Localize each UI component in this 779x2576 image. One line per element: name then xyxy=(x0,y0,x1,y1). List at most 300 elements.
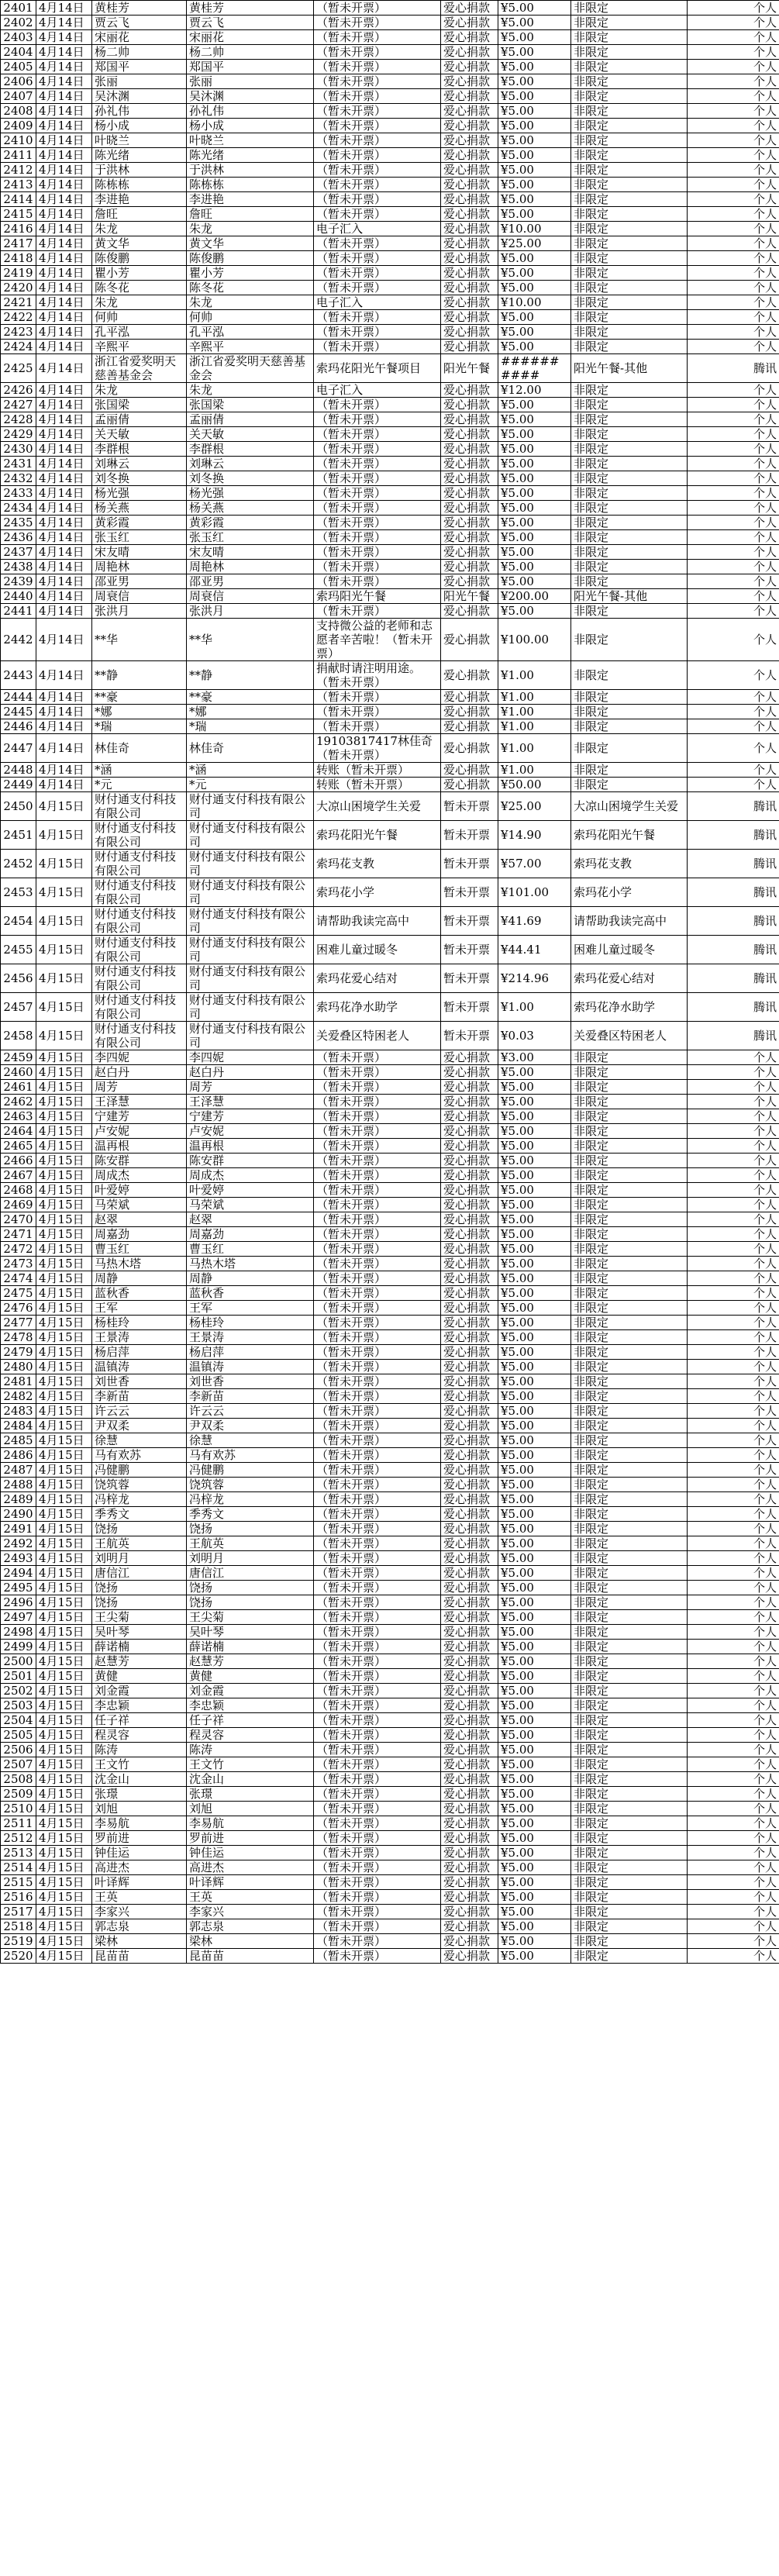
row-number-cell: 2446 xyxy=(1,719,36,734)
note-cell: （暂未开票） xyxy=(314,486,441,501)
row-number-cell: 2467 xyxy=(1,1168,36,1183)
donor-name-cell: 李进艳 xyxy=(92,192,187,207)
restriction-cell: 非限定 xyxy=(571,1242,688,1257)
donor-name-cell: 李四妮 xyxy=(92,1050,187,1065)
restriction-cell: 非限定 xyxy=(571,1949,688,1964)
donor-name-cell: 马有欢苏 xyxy=(92,1448,187,1463)
category-cell: 爱心捐款 xyxy=(441,1949,498,1964)
table-row xyxy=(1,1478,779,1492)
amount-cell: ¥5.00 xyxy=(498,1301,571,1316)
row-number-cell: 2426 xyxy=(1,383,36,398)
note-cell: （暂未开票） xyxy=(314,1566,441,1581)
row-number-cell: 2412 xyxy=(1,163,36,178)
category-cell: 爱心捐款 xyxy=(441,1654,498,1669)
restriction-cell: 非限定 xyxy=(571,1875,688,1890)
table-row xyxy=(1,850,779,878)
restriction-cell: 非限定 xyxy=(571,661,688,690)
date-cell: 4月14日 xyxy=(36,104,92,119)
row-number-cell: 2481 xyxy=(1,1374,36,1389)
note-cell: （暂未开票） xyxy=(314,1374,441,1389)
row-number-cell: 2487 xyxy=(1,1463,36,1478)
table-row xyxy=(1,427,779,442)
row-number-cell: 2480 xyxy=(1,1360,36,1374)
note-cell: （暂未开票） xyxy=(314,1419,441,1433)
donor-type-cell: 腾讯 xyxy=(688,936,779,964)
donor-name-cell: 孔平泓 xyxy=(92,325,187,340)
payer-name-cell: 于洪林 xyxy=(187,163,314,178)
date-cell: 4月14日 xyxy=(36,705,92,719)
restriction-cell: 非限定 xyxy=(571,1257,688,1271)
donor-name-cell: 钟佳运 xyxy=(92,1846,187,1860)
donor-type-cell: 个人 xyxy=(688,163,779,178)
donor-name-cell: 浙江省爱奖明天慈善基金会 xyxy=(92,354,187,383)
payer-name-cell: 赵慧芳 xyxy=(187,1654,314,1669)
note-cell: （暂未开票） xyxy=(314,119,441,133)
note-cell: （暂未开票） xyxy=(314,1802,441,1816)
restriction-cell: 非限定 xyxy=(571,705,688,719)
donor-type-cell: 腾讯 xyxy=(688,850,779,878)
note-cell: （暂未开票） xyxy=(314,1625,441,1640)
row-number-cell: 2417 xyxy=(1,236,36,251)
row-number-cell: 2402 xyxy=(1,16,36,30)
date-cell: 4月14日 xyxy=(36,516,92,530)
row-number-cell: 2445 xyxy=(1,705,36,719)
table-row xyxy=(1,1463,779,1478)
table-row xyxy=(1,1448,779,1463)
date-cell: 4月14日 xyxy=(36,16,92,30)
table-row xyxy=(1,501,779,516)
donor-type-cell: 个人 xyxy=(688,1330,779,1345)
donor-name-cell: 昆苗苗 xyxy=(92,1949,187,1964)
note-cell: （暂未开票） xyxy=(314,1831,441,1846)
note-cell: （暂未开票） xyxy=(314,207,441,222)
category-cell: 爱心捐款 xyxy=(441,1919,498,1934)
row-number-cell: 2511 xyxy=(1,1816,36,1831)
table-row xyxy=(1,1522,779,1536)
donor-name-cell: 罗前进 xyxy=(92,1831,187,1846)
row-number-cell: 2520 xyxy=(1,1949,36,1964)
table-row xyxy=(1,619,779,661)
restriction-cell: 非限定 xyxy=(571,325,688,340)
note-cell: （暂未开票） xyxy=(314,1,441,16)
amount-cell: ¥5.00 xyxy=(498,545,571,560)
row-number-cell: 2504 xyxy=(1,1713,36,1728)
donor-name-cell: *瑞 xyxy=(92,719,187,734)
row-number-cell: 2434 xyxy=(1,501,36,516)
table-row xyxy=(1,1433,779,1448)
payer-name-cell: **豪 xyxy=(187,690,314,705)
donor-name-cell: 李忠颖 xyxy=(92,1698,187,1713)
category-cell: 爱心捐款 xyxy=(441,471,498,486)
donor-name-cell: 李新苗 xyxy=(92,1389,187,1404)
note-cell: （暂未开票） xyxy=(314,1905,441,1919)
amount-cell: ¥5.00 xyxy=(498,398,571,412)
payer-name-cell: 孙礼伟 xyxy=(187,104,314,119)
note-cell: （暂未开票） xyxy=(314,133,441,148)
date-cell: 4月15日 xyxy=(36,1286,92,1301)
note-cell: （暂未开票） xyxy=(314,60,441,74)
date-cell: 4月15日 xyxy=(36,1919,92,1934)
category-cell: 爱心捐款 xyxy=(441,1875,498,1890)
category-cell: 暂未开票 xyxy=(441,878,498,907)
table-row xyxy=(1,486,779,501)
payer-name-cell: 王泽慧 xyxy=(187,1095,314,1109)
donor-name-cell: 张国梁 xyxy=(92,398,187,412)
row-number-cell: 2465 xyxy=(1,1139,36,1154)
payer-name-cell: 朱龙 xyxy=(187,383,314,398)
row-number-cell: 2414 xyxy=(1,192,36,207)
donor-type-cell: 个人 xyxy=(688,1168,779,1183)
donor-type-cell: 个人 xyxy=(688,295,779,310)
donor-name-cell: 宋友晴 xyxy=(92,545,187,560)
row-number-cell: 2439 xyxy=(1,574,36,589)
donor-type-cell: 个人 xyxy=(688,1478,779,1492)
note-cell: （暂未开票） xyxy=(314,281,441,295)
donor-name-cell: 陈涛 xyxy=(92,1743,187,1757)
restriction-cell: 非限定 xyxy=(571,1168,688,1183)
row-number-cell: 2431 xyxy=(1,457,36,471)
donor-type-cell: 腾讯 xyxy=(688,993,779,1022)
table-row xyxy=(1,1846,779,1860)
table-row xyxy=(1,30,779,45)
row-number-cell: 2519 xyxy=(1,1934,36,1949)
amount-cell: ¥5.00 xyxy=(498,471,571,486)
table-row xyxy=(1,560,779,574)
note-cell: （暂未开票） xyxy=(314,74,441,89)
date-cell: 4月15日 xyxy=(36,1743,92,1757)
donor-type-cell: 个人 xyxy=(688,1522,779,1536)
amount-cell: ¥100.00 xyxy=(498,619,571,661)
date-cell: 4月15日 xyxy=(36,1316,92,1330)
table-row xyxy=(1,604,779,619)
date-cell: 4月15日 xyxy=(36,1389,92,1404)
note-cell: 索玛花净水助学 xyxy=(314,993,441,1022)
payer-name-cell: 黄健 xyxy=(187,1669,314,1684)
donor-name-cell: 李易航 xyxy=(92,1816,187,1831)
donor-name-cell: 贾云飞 xyxy=(92,16,187,30)
donor-name-cell: 杨桂玲 xyxy=(92,1316,187,1330)
row-number-cell: 2477 xyxy=(1,1316,36,1330)
donor-name-cell: 周静 xyxy=(92,1271,187,1286)
amount-cell: ¥5.00 xyxy=(498,340,571,354)
note-cell: （暂未开票） xyxy=(314,1919,441,1934)
restriction-cell: 非限定 xyxy=(571,1124,688,1139)
category-cell: 爱心捐款 xyxy=(441,1566,498,1581)
donor-name-cell: 杨二帅 xyxy=(92,45,187,60)
donor-name-cell: 曹玉红 xyxy=(92,1242,187,1257)
payer-name-cell: 周艳林 xyxy=(187,560,314,574)
payer-name-cell: 卢安妮 xyxy=(187,1124,314,1139)
donor-name-cell: 陈俊鹏 xyxy=(92,251,187,266)
payer-name-cell: 浙江省爱奖明天慈善基金会 xyxy=(187,354,314,383)
donor-type-cell: 个人 xyxy=(688,1536,779,1551)
amount-cell: ¥5.00 xyxy=(498,1286,571,1301)
category-cell: 暂未开票 xyxy=(441,907,498,936)
amount-cell: ¥5.00 xyxy=(498,1080,571,1095)
payer-name-cell: 财付通支付科技有限公司 xyxy=(187,907,314,936)
note-cell: （暂未开票） xyxy=(314,412,441,427)
date-cell: 4月15日 xyxy=(36,1905,92,1919)
donor-name-cell: 饶扬 xyxy=(92,1595,187,1610)
amount-cell: ¥5.00 xyxy=(498,1640,571,1654)
payer-name-cell: 温再根 xyxy=(187,1139,314,1154)
restriction-cell: 非限定 xyxy=(571,133,688,148)
amount-cell: ¥5.00 xyxy=(498,1831,571,1846)
payer-name-cell: 尹双柔 xyxy=(187,1419,314,1433)
donor-name-cell: 唐信江 xyxy=(92,1566,187,1581)
date-cell: 4月14日 xyxy=(36,163,92,178)
row-number-cell: 2469 xyxy=(1,1198,36,1212)
table-row xyxy=(1,936,779,964)
table-row xyxy=(1,60,779,74)
restriction-cell: 非限定 xyxy=(571,1198,688,1212)
donor-type-cell: 个人 xyxy=(688,1698,779,1713)
category-cell: 爱心捐款 xyxy=(441,457,498,471)
date-cell: 4月14日 xyxy=(36,133,92,148)
amount-cell: ¥5.00 xyxy=(498,1595,571,1610)
donor-type-cell: 个人 xyxy=(688,486,779,501)
category-cell: 爱心捐款 xyxy=(441,705,498,719)
table-row xyxy=(1,1022,779,1050)
payer-name-cell: 财付通支付科技有限公司 xyxy=(187,792,314,821)
date-cell: 4月14日 xyxy=(36,74,92,89)
restriction-cell: 非限定 xyxy=(571,1640,688,1654)
donor-type-cell: 个人 xyxy=(688,30,779,45)
note-cell: （暂未开票） xyxy=(314,1448,441,1463)
date-cell: 4月15日 xyxy=(36,1654,92,1669)
amount-cell: ¥57.00 xyxy=(498,850,571,878)
donor-name-cell: 温镇涛 xyxy=(92,1360,187,1374)
restriction-cell: 非限定 xyxy=(571,471,688,486)
table-row xyxy=(1,1345,779,1360)
payer-name-cell: 蓝秋香 xyxy=(187,1286,314,1301)
donor-type-cell: 个人 xyxy=(688,560,779,574)
donor-type-cell: 个人 xyxy=(688,1286,779,1301)
donor-name-cell: 刘金霞 xyxy=(92,1684,187,1698)
restriction-cell: 非限定 xyxy=(571,1448,688,1463)
amount-cell: ¥25.00 xyxy=(498,792,571,821)
donor-type-cell: 个人 xyxy=(688,1743,779,1757)
donor-type-cell: 个人 xyxy=(688,89,779,104)
restriction-cell: 非限定 xyxy=(571,1934,688,1949)
donor-type-cell: 个人 xyxy=(688,778,779,792)
note-cell: （暂未开票） xyxy=(314,1536,441,1551)
amount-cell: ¥5.00 xyxy=(498,1551,571,1566)
donor-type-cell: 个人 xyxy=(688,1949,779,1964)
table-row xyxy=(1,705,779,719)
donor-type-cell: 个人 xyxy=(688,1507,779,1522)
donor-type-cell: 个人 xyxy=(688,1684,779,1698)
amount-cell: ¥5.00 xyxy=(498,45,571,60)
restriction-cell: 非限定 xyxy=(571,1,688,16)
table-row xyxy=(1,1934,779,1949)
date-cell: 4月15日 xyxy=(36,907,92,936)
date-cell: 4月14日 xyxy=(36,778,92,792)
donor-name-cell: 辛熙平 xyxy=(92,340,187,354)
date-cell: 4月15日 xyxy=(36,850,92,878)
note-cell: （暂未开票） xyxy=(314,178,441,192)
row-number-cell: 2486 xyxy=(1,1448,36,1463)
date-cell: 4月15日 xyxy=(36,1050,92,1065)
donor-type-cell: 个人 xyxy=(688,251,779,266)
payer-name-cell: 钟佳运 xyxy=(187,1846,314,1860)
restriction-cell: 非限定 xyxy=(571,545,688,560)
category-cell: 爱心捐款 xyxy=(441,119,498,133)
donor-name-cell: 朱龙 xyxy=(92,383,187,398)
category-cell: 爱心捐款 xyxy=(441,1581,498,1595)
amount-cell: ¥5.00 xyxy=(498,1566,571,1581)
payer-name-cell: 冯健鹏 xyxy=(187,1463,314,1478)
restriction-cell: 非限定 xyxy=(571,1905,688,1919)
date-cell: 4月15日 xyxy=(36,1522,92,1536)
restriction-cell: 非限定 xyxy=(571,719,688,734)
category-cell: 爱心捐款 xyxy=(441,516,498,530)
amount-cell: ¥5.00 xyxy=(498,1374,571,1389)
donor-type-cell: 个人 xyxy=(688,1919,779,1934)
row-number-cell: 2460 xyxy=(1,1065,36,1080)
restriction-cell: 非限定 xyxy=(571,1301,688,1316)
donor-name-cell: 孟丽倩 xyxy=(92,412,187,427)
row-number-cell: 2507 xyxy=(1,1757,36,1772)
payer-name-cell: 饶扬 xyxy=(187,1581,314,1595)
restriction-cell: 非限定 xyxy=(571,222,688,236)
payer-name-cell: 刘明月 xyxy=(187,1551,314,1566)
table-row xyxy=(1,1684,779,1698)
donor-type-cell: 个人 xyxy=(688,1875,779,1890)
donor-name-cell: 王泽慧 xyxy=(92,1095,187,1109)
restriction-cell: 非限定 xyxy=(571,1404,688,1419)
row-number-cell: 2502 xyxy=(1,1684,36,1698)
donor-type-cell: 个人 xyxy=(688,1551,779,1566)
date-cell: 4月14日 xyxy=(36,251,92,266)
restriction-cell: 非限定 xyxy=(571,1757,688,1772)
date-cell: 4月15日 xyxy=(36,1816,92,1831)
payer-name-cell: 财付通支付科技有限公司 xyxy=(187,850,314,878)
donor-type-cell: 个人 xyxy=(688,427,779,442)
restriction-cell: 非限定 xyxy=(571,1860,688,1875)
note-cell: （暂未开票） xyxy=(314,1581,441,1595)
category-cell: 爱心捐款 xyxy=(441,763,498,778)
payer-name-cell: 瞿小芳 xyxy=(187,266,314,281)
donor-name-cell: 王军 xyxy=(92,1301,187,1316)
category-cell: 爱心捐款 xyxy=(441,1080,498,1095)
donor-type-cell: 个人 xyxy=(688,412,779,427)
amount-cell: ¥5.00 xyxy=(498,1713,571,1728)
note-cell: （暂未开票） xyxy=(314,1478,441,1492)
note-cell: （暂未开票） xyxy=(314,1890,441,1905)
donor-type-cell: 个人 xyxy=(688,1360,779,1374)
date-cell: 4月15日 xyxy=(36,1095,92,1109)
note-cell: （暂未开票） xyxy=(314,163,441,178)
amount-cell: ¥12.00 xyxy=(498,383,571,398)
row-number-cell: 2473 xyxy=(1,1257,36,1271)
date-cell: 4月15日 xyxy=(36,964,92,993)
donor-name-cell: 马热木塔 xyxy=(92,1257,187,1271)
date-cell: 4月14日 xyxy=(36,398,92,412)
donor-type-cell: 个人 xyxy=(688,1757,779,1772)
donor-name-cell: 徐慧 xyxy=(92,1433,187,1448)
row-number-cell: 2418 xyxy=(1,251,36,266)
donor-name-cell: 周成杰 xyxy=(92,1168,187,1183)
donor-type-cell: 个人 xyxy=(688,1610,779,1625)
payer-name-cell: 陈栋栋 xyxy=(187,178,314,192)
table-row xyxy=(1,1257,779,1271)
donor-name-cell: 陈光绪 xyxy=(92,148,187,163)
date-cell: 4月14日 xyxy=(36,427,92,442)
table-row xyxy=(1,1890,779,1905)
restriction-cell: 非限定 xyxy=(571,1345,688,1360)
donor-type-cell: 个人 xyxy=(688,45,779,60)
note-cell: 请帮助我读完高中 xyxy=(314,907,441,936)
category-cell: 爱心捐款 xyxy=(441,1831,498,1846)
donor-name-cell: 詹旺 xyxy=(92,207,187,222)
amount-cell: ¥5.00 xyxy=(498,1389,571,1404)
date-cell: 4月15日 xyxy=(36,1360,92,1374)
category-cell: 爱心捐款 xyxy=(441,1551,498,1566)
row-number-cell: 2430 xyxy=(1,442,36,457)
restriction-cell: 非限定 xyxy=(571,1389,688,1404)
amount-cell: ¥5.00 xyxy=(498,207,571,222)
payer-name-cell: 赵白丹 xyxy=(187,1065,314,1080)
table-row xyxy=(1,89,779,104)
donor-type-cell: 腾讯 xyxy=(688,821,779,850)
donor-name-cell: 张丽 xyxy=(92,74,187,89)
payer-name-cell: *娜 xyxy=(187,705,314,719)
amount-cell: ¥5.00 xyxy=(498,1507,571,1522)
category-cell: 爱心捐款 xyxy=(441,1492,498,1507)
donor-type-cell: 个人 xyxy=(688,1492,779,1507)
date-cell: 4月15日 xyxy=(36,1345,92,1360)
category-cell: 爱心捐款 xyxy=(441,1669,498,1684)
row-number-cell: 2462 xyxy=(1,1095,36,1109)
donor-name-cell: *涵 xyxy=(92,763,187,778)
donor-type-cell: 个人 xyxy=(688,1154,779,1168)
table-row xyxy=(1,778,779,792)
note-cell: 索玛花支教 xyxy=(314,850,441,878)
payer-name-cell: 周衰信 xyxy=(187,589,314,604)
table-row xyxy=(1,207,779,222)
restriction-cell: 非限定 xyxy=(571,1846,688,1860)
restriction-cell: 非限定 xyxy=(571,1713,688,1728)
date-cell: 4月15日 xyxy=(36,1154,92,1168)
donor-type-cell: 个人 xyxy=(688,104,779,119)
donor-type-cell: 个人 xyxy=(688,1787,779,1802)
row-number-cell: 2451 xyxy=(1,821,36,850)
donor-type-cell: 个人 xyxy=(688,1095,779,1109)
donor-name-cell: 周嘉劲 xyxy=(92,1227,187,1242)
payer-name-cell: 林佳奇 xyxy=(187,734,314,763)
category-cell: 爱心捐款 xyxy=(441,1065,498,1080)
category-cell: 爱心捐款 xyxy=(441,1419,498,1433)
table-row xyxy=(1,251,779,266)
donor-type-cell: 个人 xyxy=(688,398,779,412)
amount-cell: ¥5.00 xyxy=(498,501,571,516)
note-cell: （暂未开票） xyxy=(314,340,441,354)
row-number-cell: 2401 xyxy=(1,1,36,16)
payer-name-cell: 杨关燕 xyxy=(187,501,314,516)
table-row xyxy=(1,1654,779,1669)
table-row xyxy=(1,74,779,89)
note-cell: （暂未开票） xyxy=(314,1757,441,1772)
date-cell: 4月15日 xyxy=(36,1419,92,1433)
payer-name-cell: 李易航 xyxy=(187,1816,314,1831)
restriction-cell: 非限定 xyxy=(571,1419,688,1433)
category-cell: 爱心捐款 xyxy=(441,1,498,16)
restriction-cell: 非限定 xyxy=(571,690,688,705)
amount-cell: ¥5.00 xyxy=(498,1198,571,1212)
restriction-cell: 阳光午餐-其他 xyxy=(571,589,688,604)
donor-type-cell: 个人 xyxy=(688,178,779,192)
